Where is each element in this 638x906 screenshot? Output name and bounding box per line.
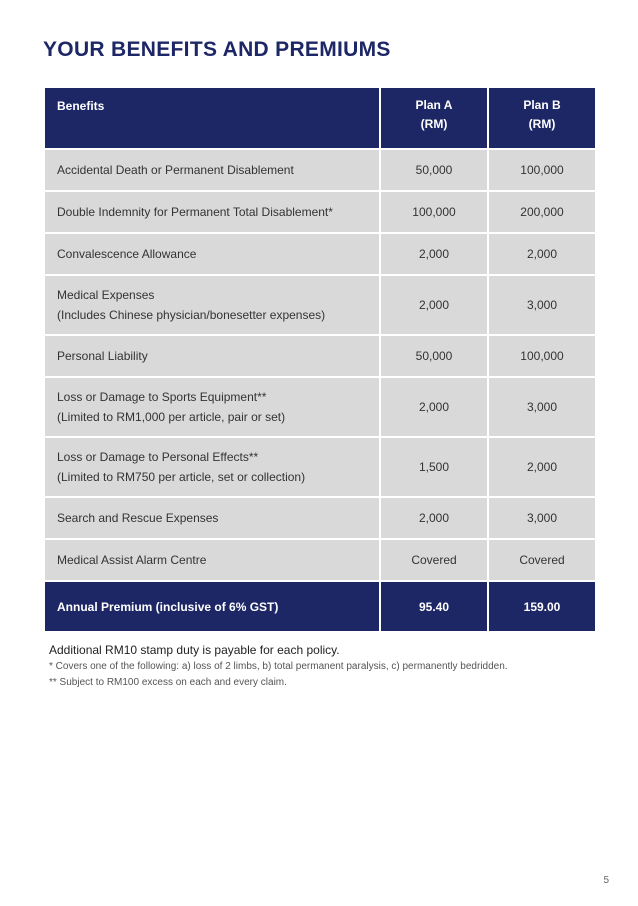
benefit-name: Convalescence Allowance: [57, 247, 197, 261]
benefit-label: [44, 377, 380, 437]
plan-a-value: 2,000: [380, 275, 488, 335]
header-plan-a-currency: (RM): [420, 117, 448, 131]
plan-b-value: 2,000: [488, 233, 596, 275]
benefit-label: [44, 437, 380, 497]
plan-b-value: 100,000: [488, 149, 596, 191]
table-row: [44, 191, 596, 233]
plan-b-value: 2,000: [488, 437, 596, 497]
table-row: [44, 233, 596, 275]
benefit-label: [44, 149, 380, 191]
benefit-name: Loss or Damage to Sports Equipment**: [57, 390, 267, 404]
plan-b-value: 3,000: [488, 497, 596, 539]
benefit-note: (Limited to RM750 per article, set or collection): [57, 470, 306, 484]
annual-premium-plan-a: 95.40: [380, 581, 488, 632]
plan-b-value: 200,000: [488, 191, 596, 233]
benefit-name: Search and Rescue Expenses: [57, 511, 219, 525]
benefit-name: Medical Expenses: [57, 288, 155, 302]
page-title: YOUR BENEFITS AND PREMIUMS: [43, 38, 391, 61]
plan-a-value: 1,500: [380, 437, 488, 497]
table-row: [44, 437, 596, 497]
header-plan-b: [488, 87, 596, 149]
benefit-label: [44, 233, 380, 275]
annual-premium-label: Annual Premium (inclusive of 6% GST): [44, 581, 380, 632]
header-benefits: Benefits: [44, 87, 380, 149]
page-number: 5: [603, 875, 609, 886]
table-row: [44, 497, 596, 539]
benefit-name: Loss or Damage to Personal Effects**: [57, 450, 259, 464]
table-row: [44, 149, 596, 191]
plan-a-value: 2,000: [380, 377, 488, 437]
footnote-double-asterisk: ** Subject to RM100 excess on each and every claim.: [49, 677, 287, 688]
plan-b-value: Covered: [488, 539, 596, 581]
header-plan-b-name: Plan B: [523, 98, 561, 112]
benefit-name: Accidental Death or Permanent Disablement: [57, 163, 294, 177]
stamp-duty-note: Additional RM10 stamp duty is payable for each policy.: [49, 643, 340, 657]
header-plan-b-currency: (RM): [528, 117, 556, 131]
table-header-row: [44, 87, 596, 149]
table-row: [44, 335, 596, 377]
benefit-note: (Limited to RM1,000 per article, pair or set): [57, 410, 286, 424]
annual-premium-row: [44, 581, 596, 632]
plan-b-value: 3,000: [488, 377, 596, 437]
plan-a-value: Covered: [380, 539, 488, 581]
benefit-label: [44, 275, 380, 335]
benefit-label: [44, 191, 380, 233]
table-row: [44, 377, 596, 437]
notes-section: [49, 641, 609, 691]
table-row: [44, 275, 596, 335]
benefit-label: [44, 335, 380, 377]
benefit-label: [44, 539, 380, 581]
benefit-name: Personal Liability: [57, 349, 148, 363]
header-plan-a-name: Plan A: [415, 98, 453, 112]
table-row: [44, 539, 596, 581]
plan-a-value: 50,000: [380, 335, 488, 377]
plan-b-value: 100,000: [488, 335, 596, 377]
benefit-name: Double Indemnity for Permanent Total Disablement*: [57, 205, 333, 219]
benefit-name: Medical Assist Alarm Centre: [57, 553, 207, 567]
annual-premium-plan-b: 159.00: [488, 581, 596, 632]
benefit-label: [44, 497, 380, 539]
plan-a-value: 100,000: [380, 191, 488, 233]
benefits-table: [43, 86, 597, 633]
header-plan-a: [380, 87, 488, 149]
benefit-note: (Includes Chinese physician/bonesetter expenses): [57, 308, 326, 322]
footnote-single-asterisk: * Covers one of the following: a) loss of 2 limbs, b) total permanent paralysis, c) permanently bedridden.: [49, 661, 508, 672]
plan-a-value: 50,000: [380, 149, 488, 191]
plan-b-value: 3,000: [488, 275, 596, 335]
plan-a-value: 2,000: [380, 233, 488, 275]
plan-a-value: 2,000: [380, 497, 488, 539]
